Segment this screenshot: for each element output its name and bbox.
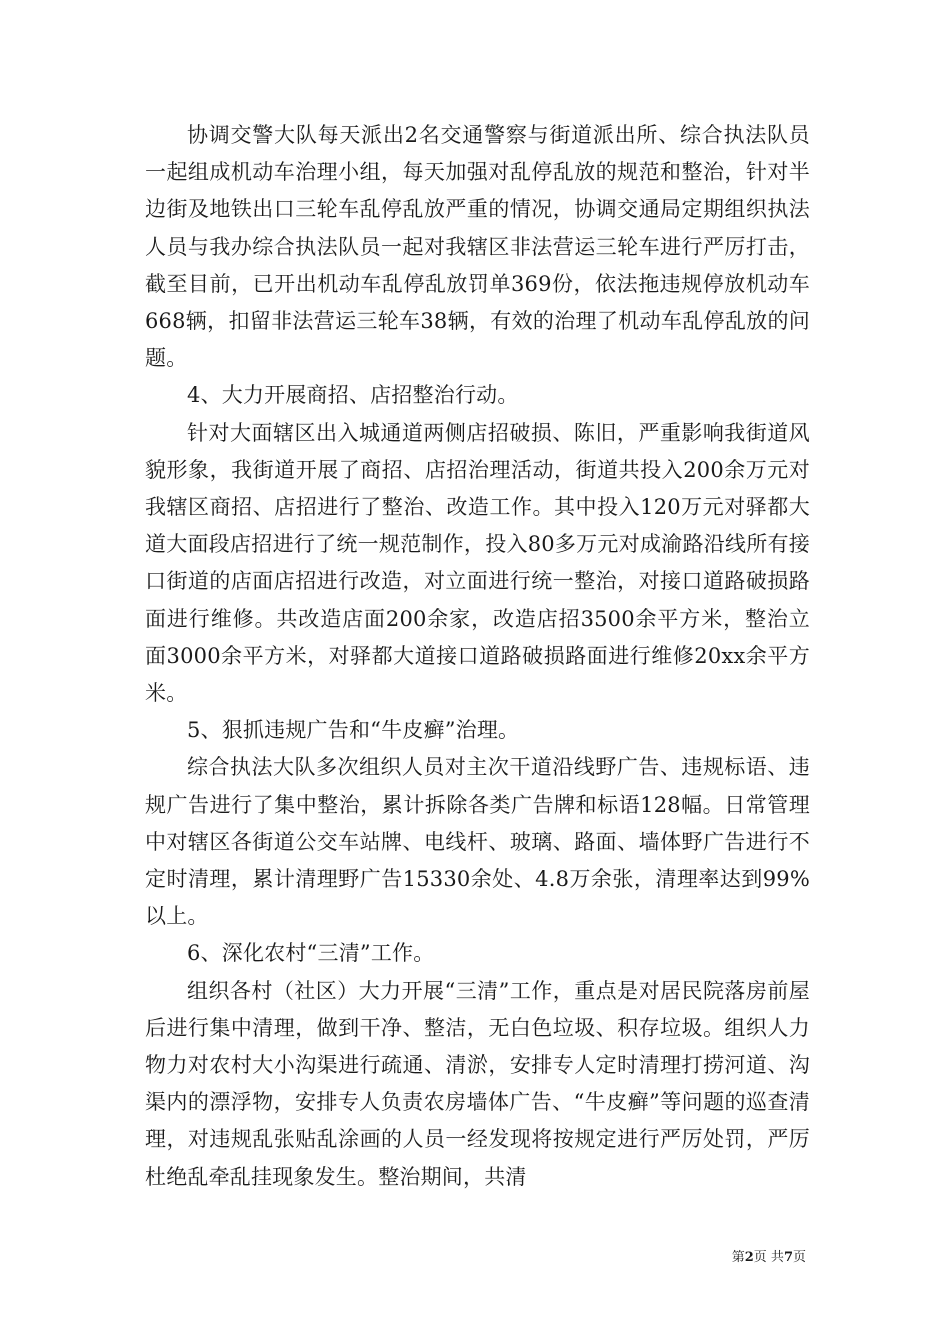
footer-middle: 页 共: [753, 1250, 784, 1265]
page-number-footer: [732, 1246, 806, 1265]
footer-prefix: 第: [731, 1250, 745, 1265]
heading-rural-cleanup: 6、深化农村“三清”工作。: [187, 941, 435, 966]
paragraph-illegal-ads: 综合执法大队多次组织人员对主次干道沿线野广告、违规标语、违规广告进行了集中整治，累计拆除各类广告牌和标语128幅。日常管理中对辖区各街道公交车站牌、电线杆、玻璃、路面、墙体野广告进行不定时清理，累计清理野广告15330余处、4.8万余张，清理率达到99%以上。: [145, 755, 810, 929]
paragraph-rural-cleanup: 组织各村（社区）大力开展“三清”工作，重点是对居民院落房前屋后进行集中清理，做到干净、整洁，无白色垃圾、积存垃圾。组织人力物力对农村大小沟渠进行疏通、清淤，安排专人定时清理打捞河道、沟渠内的漂浮物，安排专人负责农房墙体广告、“牛皮癣”等问题的巡查清理，对违规乱张贴乱涂画的人员一经发现将按规定进行严厉处罚，严厉杜绝乱牵乱挂现象发生。整治期间，共清: [145, 978, 810, 1189]
heading-shop-signs: 4、大力开展商招、店招整治行动。: [187, 383, 519, 408]
document-body: [145, 117, 810, 1196]
heading-illegal-ads: 5、狠抓违规广告和“牛皮癣”治理。: [187, 718, 520, 743]
footer-suffix: 页: [792, 1250, 806, 1265]
paragraph-shop-signs: 针对大面辖区出入城通道两侧店招破损、陈旧，严重影响我街道风貌形象，我街道开展了商招、店招治理活动，街道共投入200余万元对我辖区商招、店招进行了整治、改造工作。其中投入120万元对驿都大道大面段店招进行了统一规范制作，投入80多万元对成渝路沿线所有接口街道的店面店招进行改造，对立面进行统一整治，对接口道路破损路面进行维修。共改造店面200余家，改造店招3500余平方米，整治立面3000余平方米，对驿都大道接口道路破损路面进行维修20xx余平方米。: [145, 420, 810, 706]
paragraph-traffic-enforcement: 协调交警大队每天派出2名交通警察与街道派出所、综合执法队员一起组成机动车治理小组，每天加强对乱停乱放的规范和整治，针对半边街及地铁出口三轮车乱停乱放严重的情况，协调交通局定期组织执法人员与我办综合执法队员一起对我辖区非法营运三轮车进行严厉打击，截至目前，已开出机动车乱停乱放罚单369份，依法拖违规停放机动车668辆，扣留非法营运三轮车38辆，有效的治理了机动车乱停乱放的问题。: [145, 123, 810, 371]
footer-current-page: 2: [744, 1250, 754, 1265]
footer-total-pages: 7: [783, 1250, 793, 1265]
